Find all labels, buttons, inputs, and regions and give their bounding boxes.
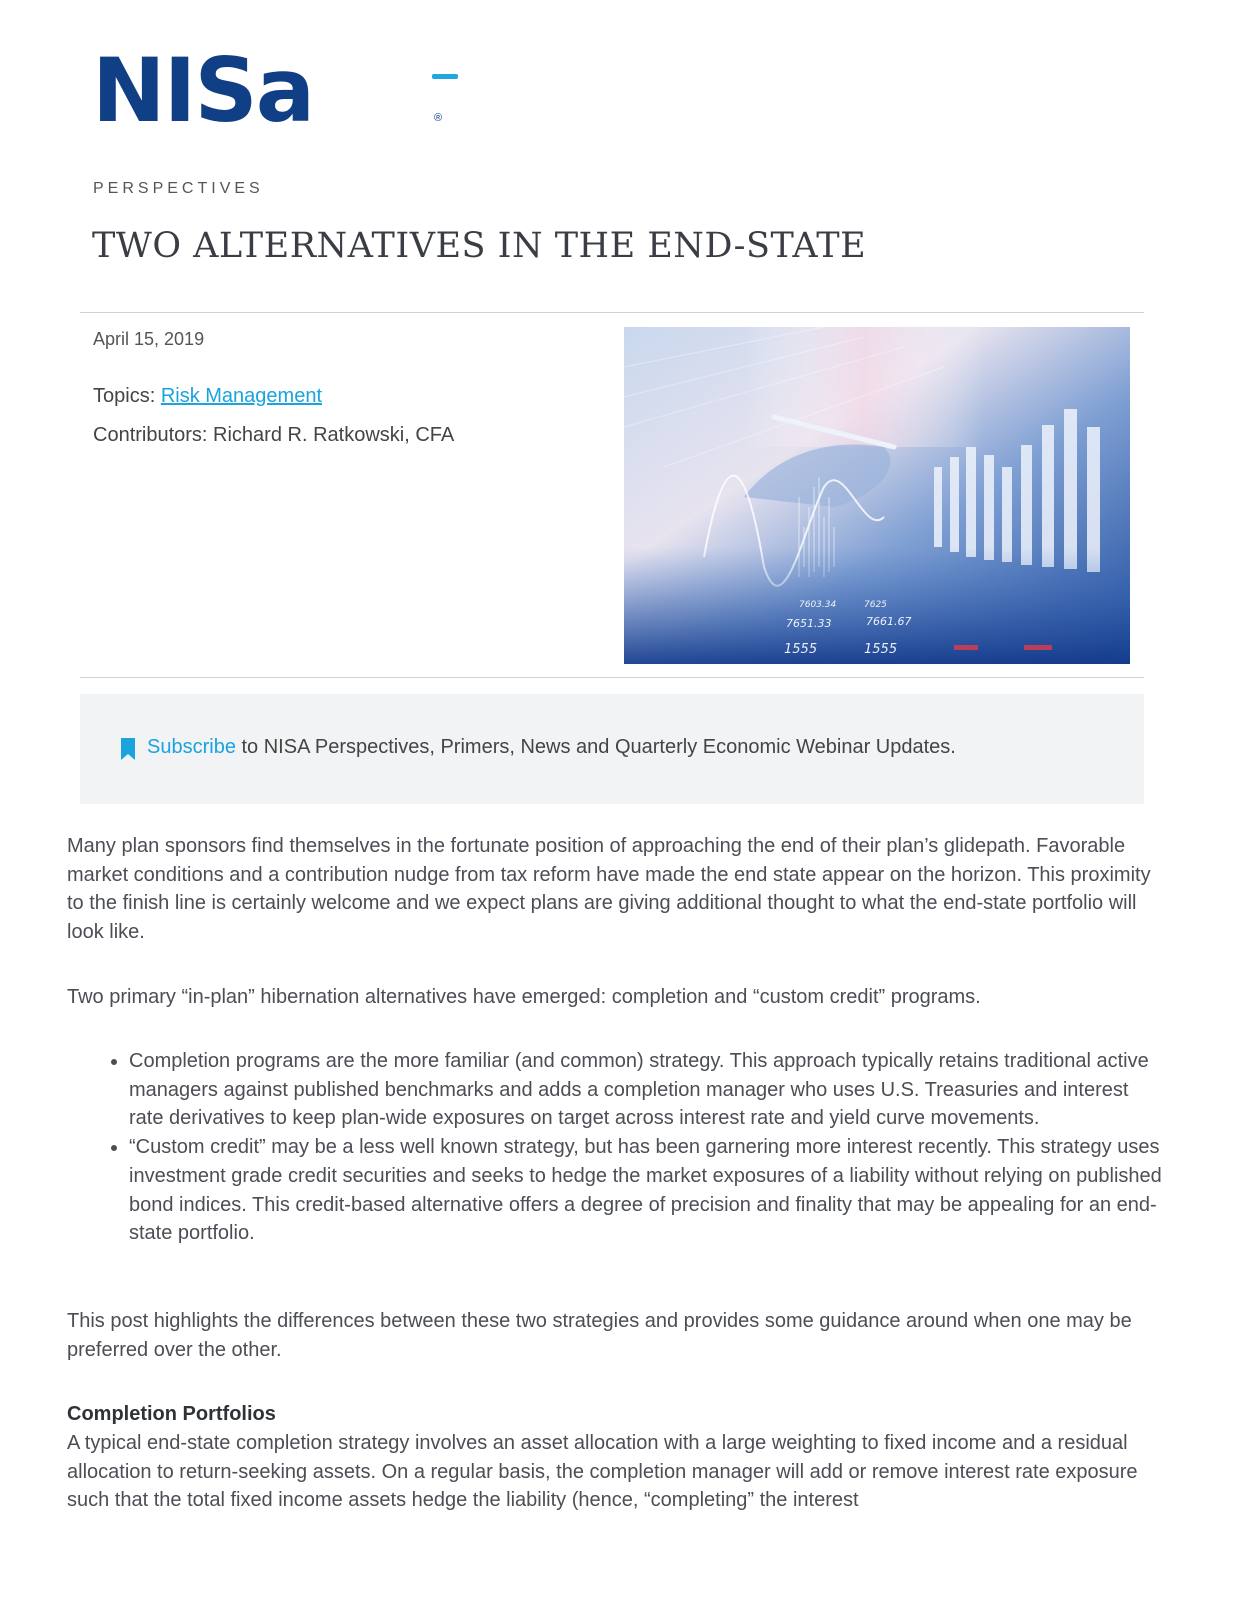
list-item: • Completion programs are the more familiar (and common) strategy. This approach typically retains traditional active managers against published benchmarks and adds a completion manager who uses U.S. Treasuries and interest rate derivatives to keep plan-wide exposures on target across interest rate and yield curve movements.	[129, 1047, 1162, 1133]
contributors-line: Contributors: Richard R. Ratkowski, CFA	[93, 424, 455, 446]
ticker-label: 1555	[864, 642, 898, 657]
ticker-label: 1555	[784, 642, 818, 657]
topics-line	[93, 385, 322, 408]
ticker-label: 7651.33	[786, 617, 832, 630]
subscribe-banner	[80, 694, 1144, 804]
publish-date: April 15, 2019	[93, 329, 205, 349]
logo-registered-mark: ®	[434, 112, 443, 124]
ticker-label: 7661.67	[866, 615, 912, 628]
article-paragraph: Many plan sponsors find themselves in the fortunate position of approaching the end of their plan’s glidepath. Favorable market conditions and a contribution nudge from tax reform have made the end state appear on the horizon. This proximity to the finish line is certainly welcome and we expect plans are giving additional thought to what the end-state portfolio will look like.	[67, 835, 1151, 944]
logo-wordmark: NISa	[92, 39, 314, 142]
nisa-logo[interactable]	[92, 39, 443, 142]
list-item: • “Custom credit” may be a less well known strategy, but has been garnering more interest recently. This strategy uses investment grade credit securities and seeks to hedge the market exposures of a liability without relying on published bond indices. This credit-based alternative offers a degree of precision and finality that may be appealing for an end-state portfolio.	[129, 1133, 1162, 1248]
bookmark-icon	[120, 738, 136, 760]
topic-link-risk-management[interactable]: Risk Management	[160, 385, 322, 407]
article-paragraph: A typical end-state completion strategy involves an asset allocation with a large weighting to fixed income and a residual allocation to return-seeking assets. On a regular basis, the completion manager will add or remove interest rate exposure such that the total fixed income assets hedge the liability (hence, “completing” the interest	[67, 1432, 1138, 1512]
topics-label: Topics:	[93, 385, 156, 407]
divider-bottom	[80, 677, 1144, 678]
section-heading: Completion Portfolios	[67, 1403, 276, 1425]
hero-image	[624, 327, 1130, 664]
bullet-list	[67, 1047, 1162, 1248]
article-paragraph: Two primary “in-plan” hibernation alternatives have emerged: completion and “custom credit” programs.	[67, 986, 981, 1008]
section-eyebrow: PERSPECTIVES	[93, 180, 264, 197]
subscribe-rest-text: to NISA Perspectives, Primers, News and Quarterly Economic Webinar Updates.	[235, 736, 956, 758]
subscribe-text	[147, 736, 956, 759]
ticker-label: 7625	[864, 600, 887, 610]
subscribe-link[interactable]: Subscribe	[147, 736, 236, 758]
ticker-label: 7603.34	[799, 600, 837, 610]
logo-accent-dash	[432, 74, 458, 79]
divider-top	[80, 312, 1144, 313]
article-paragraph: This post highlights the differences between these two strategies and provides some guidance around when one may be preferred over the other.	[67, 1310, 1132, 1361]
page-title: TWO ALTERNATIVES IN THE END-STATE	[92, 226, 867, 266]
